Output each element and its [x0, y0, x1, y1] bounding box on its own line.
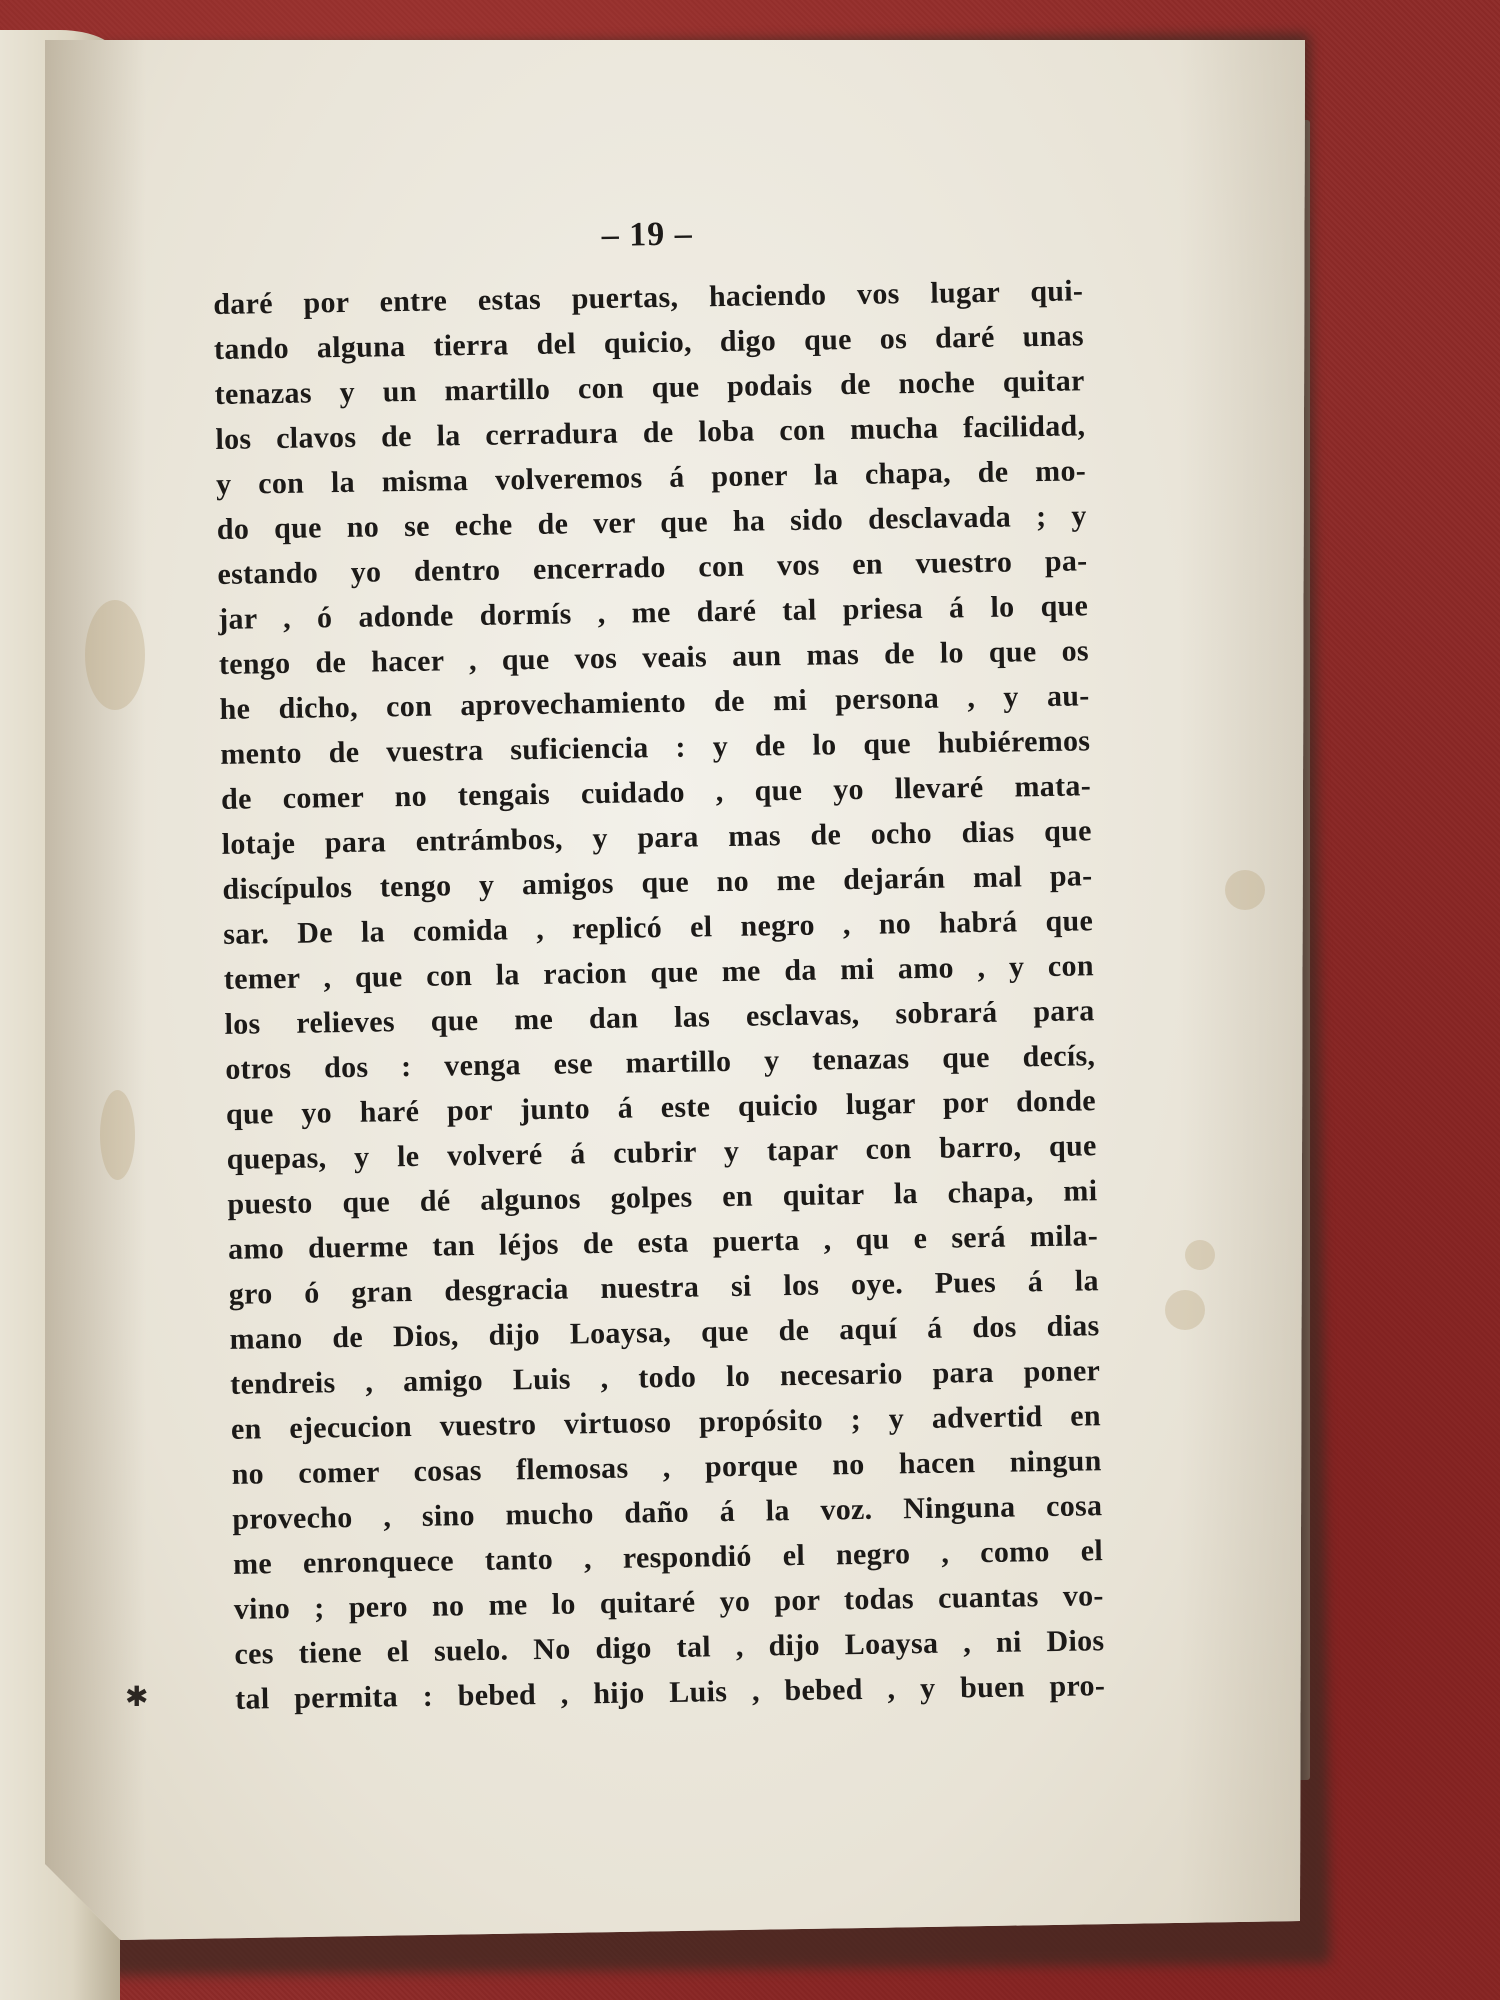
- text-line: y con la misma volveremos á poner la chapa, de mo-: [215, 454, 1087, 501]
- text-line: lotaje para entrámbos, y para mas de ocho dias que: [221, 814, 1092, 861]
- paper-stain: [85, 600, 145, 710]
- text-line: tengo de hacer , que vos veais aun mas de lo que os: [218, 634, 1090, 681]
- text-line: en ejecucion vuestro virtuoso propósito ; y advertid en: [230, 1399, 1102, 1446]
- text-line: vino ; pero no me lo quitaré yo por todas cuantas vo-: [233, 1579, 1104, 1626]
- text-line: gro ó gran desgracia nuestra si los oye. Pues á la: [228, 1264, 1099, 1311]
- text-line: tendreis , amigo Luis , todo lo necesario para poner: [230, 1354, 1101, 1401]
- page-number: – 19 –: [601, 215, 694, 254]
- text-line: que yo haré por junto á este quicio lugar por donde: [225, 1084, 1097, 1131]
- text-line: quepas, y le volveré á cubrir y tapar con barro, que: [226, 1129, 1097, 1176]
- text-line: de comer no tengais cuidado , que yo llevaré mata-: [220, 769, 1092, 816]
- text-line: do que no se eche de ver que ha sido desclavada ; y: [216, 499, 1087, 546]
- page-text: [212, 208, 1105, 1721]
- text-line: sar. De la comida , replicó el negro , no habrá que: [222, 904, 1094, 951]
- text-line: tando alguna tierra del quicio, digo que os daré unas: [213, 319, 1085, 366]
- text-line: otros dos : venga ese martillo y tenazas que decís,: [225, 1039, 1096, 1086]
- ink-mark: ✱: [125, 1680, 149, 1713]
- text-line: me enronquece tanto , respondió el negro , como el: [232, 1534, 1104, 1581]
- paper-stain: [1225, 870, 1265, 910]
- paper-stain: [1185, 1240, 1215, 1270]
- text-line: tenazas y un martillo con que podais de noche quitar: [214, 364, 1085, 411]
- text-line: tal permita : bebed , hijo Luis , bebed , y buen pro-: [234, 1669, 1106, 1716]
- text-line: mano de Dios, dijo Loaysa, que de aquí á dos dias: [229, 1309, 1100, 1356]
- text-line: ces tiene el suelo. No digo tal , dijo Loaysa , ni Dios: [234, 1624, 1105, 1671]
- text-line: no comer cosas flemosas , porque no hacen ningun: [231, 1444, 1102, 1491]
- text-line: los clavos de la cerradura de loba con mucha facilidad,: [215, 409, 1086, 456]
- text-line: mento de vuestra suficiencia : y de lo que hubiéremos: [220, 724, 1091, 771]
- text-line: discípulos tengo y amigos que no me dejarán mal pa-: [222, 859, 1093, 906]
- text-line: provecho , sino mucho daño á la voz. Ninguna cosa: [232, 1489, 1103, 1536]
- paper-stain: [100, 1090, 135, 1180]
- text-line: los relieves que me dan las esclavas, sobrará para: [224, 994, 1095, 1041]
- text-line: jar , ó adonde dormís , me daré tal priesa á lo que: [217, 589, 1089, 636]
- text-line: estando yo dentro encerrado con vos en vuestro pa-: [217, 544, 1088, 591]
- text-line: puesto que dé algunos golpes en quitar la chapa, mi: [227, 1174, 1098, 1221]
- text-line: amo duerme tan léjos de esta puerta , qu e será mila-: [227, 1219, 1099, 1266]
- text-line: daré por entre estas puertas, haciendo vos lugar qui-: [213, 274, 1084, 321]
- text-line: temer , que con la racion que me da mi amo , y con: [223, 949, 1095, 996]
- paper-stain: [1165, 1290, 1205, 1330]
- text-line: he dicho, con aprovechamiento de mi persona , y au-: [219, 679, 1090, 726]
